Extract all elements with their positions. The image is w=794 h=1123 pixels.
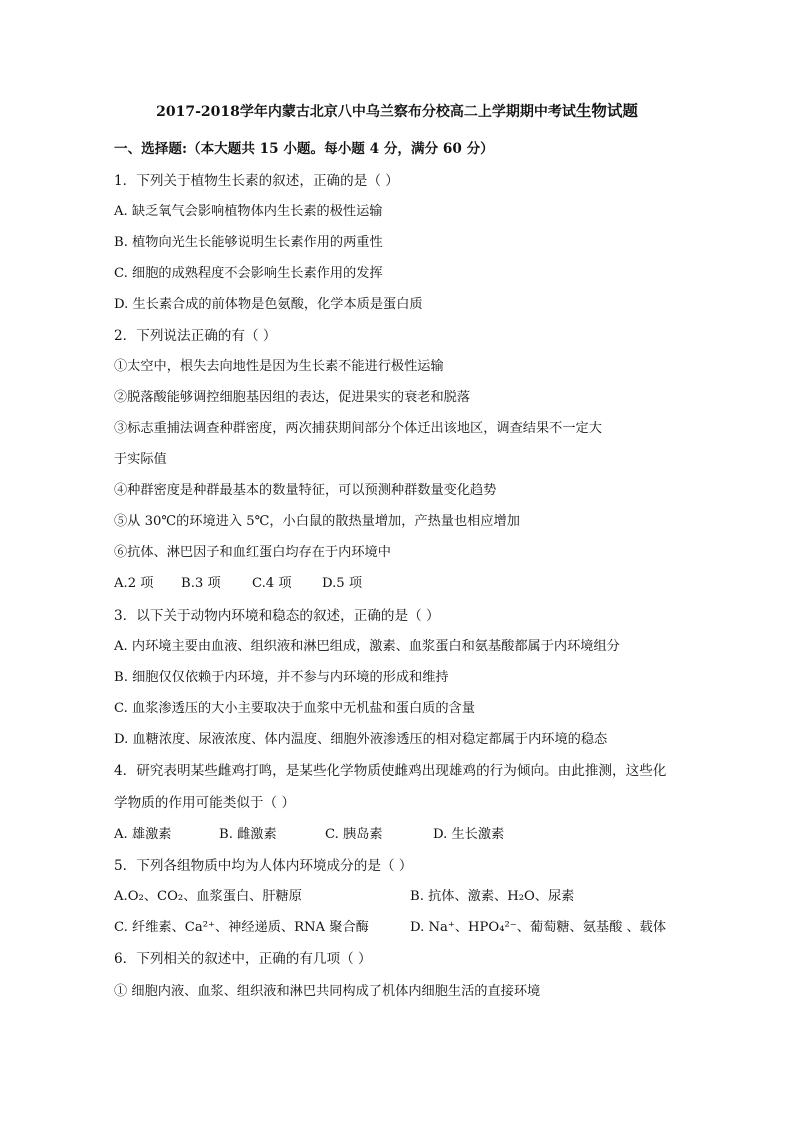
question-3-option-b: B. 细胞仅仅依赖于内环境，并不参与内环境的形成和维持 [114,670,449,685]
question-5-option-c: C. 纤维素、Ca²⁺、神经递质、RNA 聚合酶 [114,920,369,935]
question-5-option-b: B. 抗体、激素、H₂O、尿素 [410,889,575,904]
question-4-option-c: C. 胰岛素 [325,827,383,842]
question-2-option-a: A.2 项 [114,576,154,591]
question-1-option-d: D. 生长素合成的前体物是色氨酸，化学本质是蛋白质 [114,297,423,312]
question-2-option-c: C.4 项 [252,576,292,591]
question-4-option-d: D. 生长激素 [433,827,505,842]
question-2-stem: 2．下列说法正确的有（ ） [114,328,277,344]
exam-title-main: 2017-2018学年内蒙古北京八中乌兰察布分校高二上学期期中考试 [156,104,576,120]
question-4-option-b: B. 雌激素 [219,827,277,842]
question-1-option-c: C. 细胞的成熟程度不会影响生长素作用的发挥 [114,266,383,281]
question-2-statement-3-line-1: ③标志重捕法调查种群密度，两次捕获期间部分个体迁出该地区，调查结果不一定大 [114,421,602,436]
question-4-stem-line-1: 4．研究表明某些雌鸡打鸣，是某些化学物质使雌鸡出现雄鸡的行为倾向。由此推测，这些化 [114,763,667,779]
question-2-statement-4: ④种群密度是种群最基本的数量特征，可以预测种群数量变化趋势 [114,483,497,498]
question-3-option-d: D. 血糖浓度、尿液浓度、体内温度、细胞外液渗透压的相对稳定都属于内环境的稳态 [114,732,608,747]
question-2-statement-2: ②脱落酸能够调控细胞基因组的表达，促进果实的衰老和脱落 [114,390,471,405]
question-2-option-b: B.3 项 [181,576,221,591]
question-2-statement-6: ⑥抗体、淋巴因子和血红蛋白均存在于内环境中 [114,545,391,560]
question-1-option-b: B. 植物向光生长能够说明生长素作用的两重性 [114,235,383,250]
question-5-option-a: A.O₂、CO₂、血浆蛋白、肝糖原 [114,889,302,904]
question-2-statement-3-line-2: 于实际值 [114,452,167,467]
question-3-option-c: C. 血浆渗透压的大小主要取决于血浆中无机盐和蛋白质的含量 [114,701,475,716]
exam-title-subject: 生物试题 [575,101,638,120]
question-1-stem: 1．下列关于植物生长素的叙述，正确的是（ ） [114,173,399,189]
question-4-option-a: A. 雄激素 [114,827,172,842]
question-3-option-a: A. 内环境主要由血液、组织液和淋巴组成，激素、血浆蛋白和氨基酸都属于内环境组分 [114,639,620,654]
question-4-stem-line-2: 学物质的作用可能类似于（ ） [114,795,296,811]
question-6-statement-1: ① 细胞内液、血浆、组织液和淋巴共同构成了机体内细胞生活的直接环境 [114,984,541,999]
question-2-statement-1: ①太空中，根失去向地性是因为生长素不能进行极性运输 [114,359,444,374]
question-1-option-a: A. 缺乏氧气会影响植物体内生长素的极性运输 [114,204,383,219]
question-5-stem: 5．下列各组物质中均为人体内环境成分的是（ ） [114,858,413,874]
question-2-option-d: D.5 项 [322,576,363,591]
exam-title [0,99,794,121]
question-3-stem: 3．以下关于动物内环境和稳态的叙述，正确的是（ ） [114,608,440,624]
question-6-stem: 6．下列相关的叙述中，正确的有几项（ ） [114,951,372,967]
question-5-option-d: D. Na⁺、HPO₄²⁻、葡萄糖、氨基酸 、载体 [410,920,667,935]
section-heading: 一、选择题:（本大题共 15 小题。每小题 4 分，满分 60 分） [114,141,494,157]
question-2-statement-5: ⑤从 30℃的环境进入 5℃，小白鼠的散热量增加，产热量也相应增加 [114,514,520,529]
